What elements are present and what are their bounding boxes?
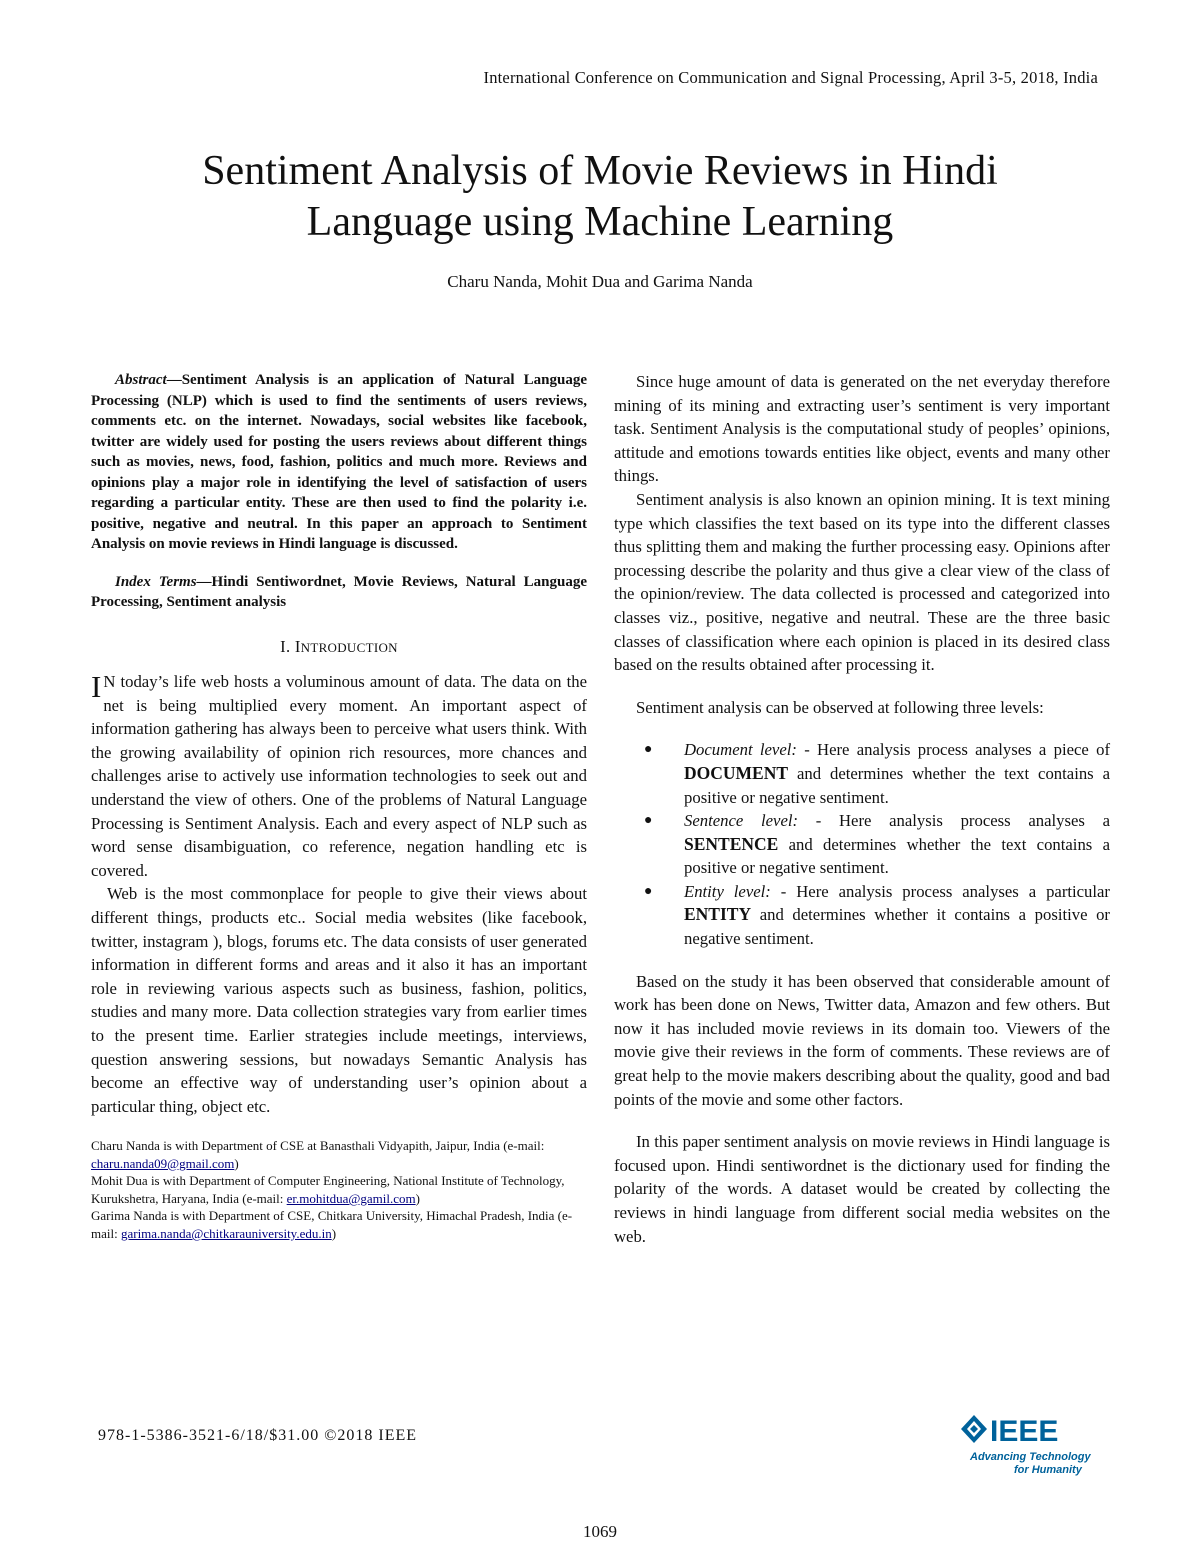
right-paragraph-2: Sentiment analysis is also known an opinion mining. It is text mining type which classifies the text based on its type into the different classes thus splitting them and making the further processing easy. Opinions after processing describe the polarity and thus give a clear view of the class of the opinion/review. The data collected is processed and categorized into classes viz., positive, negative and neutral. These are the three basic classes of classification where each opinion is placed in its desired class based on the results obtained after processing it. <box>614 489 1110 675</box>
list-item <box>644 880 1110 951</box>
level-name: Entity level: <box>684 881 771 901</box>
level-text-pre: - Here analysis process analyses a <box>798 811 1110 831</box>
abstract-label: Abstract <box>115 372 167 388</box>
author-list: Charu Nanda, Mohit Dua and Garima Nanda <box>447 272 753 291</box>
left-column <box>91 370 587 1242</box>
levels-list <box>614 738 1110 950</box>
footnote-author-1-close: ) <box>234 1155 239 1171</box>
level-name: Document level: <box>684 740 797 760</box>
footnote-author-3-text: Garima Nanda is with Department of CSE, Chitkara University, Himachal Pradesh, India (e-mail: <box>91 1208 573 1241</box>
level-keyword: SENTENCE <box>684 833 779 854</box>
conference-header: International Conference on Communication and Signal Processing, April 3-5, 2018, India <box>483 68 1098 87</box>
ieee-tagline-line2: for Humanity <box>1014 1464 1082 1476</box>
level-text-post: and determines whether it contains a positive or negative sentiment. <box>684 905 1110 949</box>
ieee-tagline-line1: Advancing Technology <box>970 1451 1091 1463</box>
footnote-author-2-text: Mohit Dua is with Department of Computer Engineering, National Institute of Technology, Kurukshetra, Haryana, India (e-mail: <box>91 1173 565 1206</box>
right-paragraph-5: In this paper sentiment analysis on movie reviews in Hindi language is focused upon. Hindi sentiwordnet is the dictionary used for finding the polarity of the words. A dataset would be created by collecting the reviews in hindi language from different social media websites on the web. <box>614 1132 1110 1246</box>
abstract <box>91 370 587 555</box>
intro-paragraph-1-text: N today’s life web hosts a voluminous amount of data. The data on the net is being multiplied every moment. An important aspect of information gathering has always been to perceive what users think. With the growing availability of opinion rich resources, more chances and challenges arise to actively use information technologies to seek out and understand the view of others. One of the problems of Natural Language Processing is Sentiment Analysis. Each and every aspect of NLP such as word sense disambiguation, co reference, negation handling etc is covered. <box>91 672 587 880</box>
paper-title-line1: Sentiment Analysis of Movie Reviews in Hindi <box>202 148 998 194</box>
bullet-icon: ● <box>644 883 653 899</box>
level-keyword: ENTITY <box>684 904 752 925</box>
index-terms <box>91 572 587 613</box>
right-paragraph-1: Since huge amount of data is generated on the net everyday therefore mining of its mining and extracting user’s sentiment is very important task. Sentiment Analysis is the computational study of peoples’ opinions, attitude and emotions towards entities like object, events and many other things. <box>614 372 1110 486</box>
page-number: 1069 <box>583 1522 617 1541</box>
section-title-rest: NTRODUCTION <box>300 639 398 655</box>
intro-paragraph-1 <box>91 670 587 882</box>
footnote-author-2-close: ) <box>415 1190 420 1206</box>
author-footnote <box>91 1137 587 1242</box>
section-heading-introduction <box>91 635 587 660</box>
level-text-pre: - Here analysis process analyses a particular <box>770 881 1110 901</box>
level-text-post: and determines whether the text contains a positive or negative sentiment. <box>684 834 1110 878</box>
footnote-author-3 <box>91 1207 587 1242</box>
abstract-text: —Sentiment Analysis is an application of Natural Language Processing (NLP) which is used to find the sentiments of users reviews, comments etc. on the internet. Nowadays, social websites like facebook, twitter are widely used for posting the users reviews about different things such as movies, news, food, fashion, politics and much more. Reviews and opinions play a major role in identifying the level of satisfaction of users regarding a particular entity. These are then used to find the polarity i.e. positive, negative and neutral. In this paper an approach to Sentiment Analysis on movie reviews in Hindi language is discussed. <box>91 372 587 552</box>
ieee-wordmark: IEEE <box>990 1415 1059 1448</box>
footnote-author-3-close: ) <box>331 1225 337 1241</box>
bullet-icon: ● <box>644 813 653 829</box>
list-item <box>644 738 1110 809</box>
footnote-author-2 <box>91 1172 587 1207</box>
footnote-author-1 <box>91 1137 587 1172</box>
ieee-logo <box>960 1413 1100 1479</box>
section-title-initial: I <box>294 636 301 656</box>
list-item <box>644 809 1110 880</box>
level-text-post: and determines whether the text contains a positive or negative sentiment. <box>684 763 1110 807</box>
level-text-pre: - Here analysis process analyses a piece of <box>796 740 1110 760</box>
intro-paragraph-2: Web is the most commonplace for people to give their views about different things, products etc.. Social media websites (like facebook, twitter, instagram ), blogs, forums etc. The data consists of user generated information in different forms and areas and it also it has an important role in reviewing various aspects such as business, fashion, politics, studies and many more. Data collection strategies vary from earlier times to the present time. Earlier strategies include meetings, interviews, question answering sessions, but nowadays Semantic Analysis has become an effective way of understanding user’s opinion about a particular thing, object etc. <box>91 884 587 1116</box>
email-link-2[interactable]: er.mohitdua@gamil.com <box>286 1190 416 1206</box>
paper-title <box>0 146 1200 248</box>
isbn-copyright: 978-1-5386-3521-6/18/$31.00 ©2018 IEEE <box>98 1427 418 1444</box>
drop-cap: I <box>91 669 102 705</box>
level-name: Sentence level: <box>684 811 799 831</box>
right-column <box>614 370 1110 1248</box>
bullet-icon: ● <box>644 742 653 758</box>
right-paragraph-4: Based on the study it has been observed that considerable amount of work has been done on News, Twitter data, Amazon and few others. But now it has included movie reviews in its domain too. Viewers of the movie give their reviews in the form of comments. These reviews are of great help to the movie makers describing about the quality, good and bad points of the movie and some other factors. <box>614 971 1110 1109</box>
email-link-1[interactable]: charu.nanda09@gmail.com <box>91 1155 235 1171</box>
email-link-3[interactable]: garima.nanda@chitkarauniversity.edu.in <box>120 1225 332 1241</box>
index-terms-label: Index Terms <box>115 573 197 590</box>
level-keyword: DOCUMENT <box>684 762 789 783</box>
index-terms-text: —Hindi Sentiwordnet, Movie Reviews, Natural Language Processing, Sentiment analysis <box>91 573 587 610</box>
section-number: I. <box>280 636 291 656</box>
footnote-author-1-text: Charu Nanda is with Department of CSE at Banasthali Vidyapith, Jaipur, India (e-mail: <box>91 1138 545 1154</box>
ieee-diamond-icon <box>961 1415 987 1443</box>
paper-title-line2: Language using Machine Learning <box>306 199 894 245</box>
right-paragraph-3: Sentiment analysis can be observed at following three levels: <box>636 697 1044 717</box>
